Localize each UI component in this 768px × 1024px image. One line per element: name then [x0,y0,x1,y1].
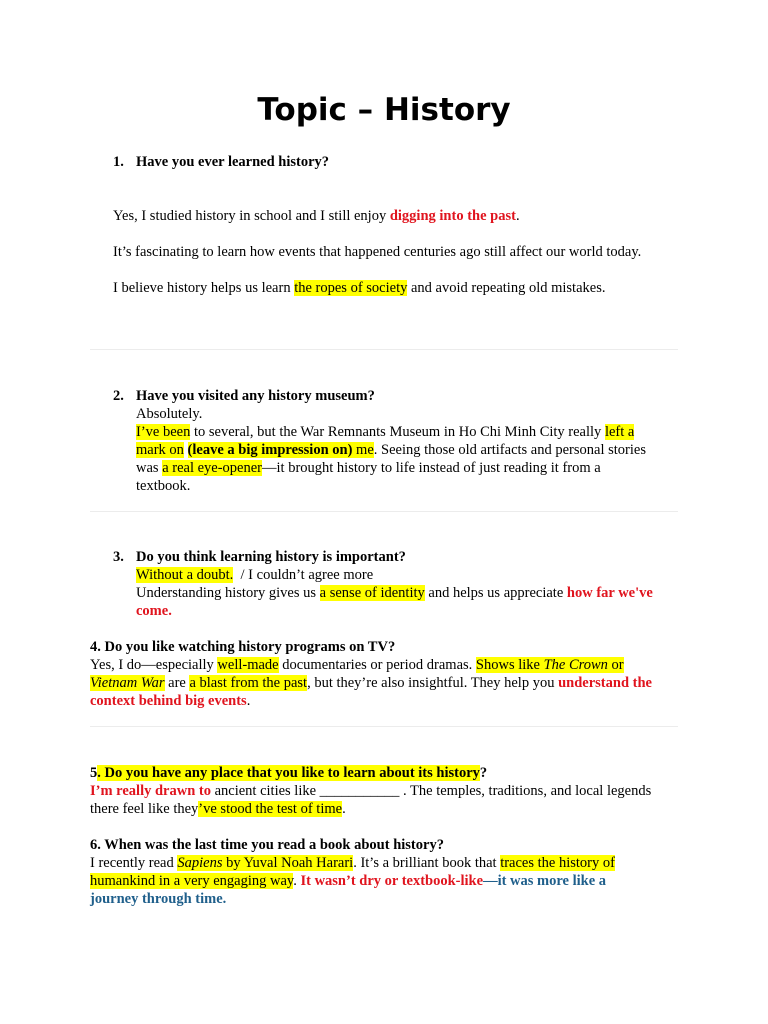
blue-phrase: —it was more like a [483,873,607,889]
highlight-phrase: ’ve stood the test of time [198,801,343,817]
highlight-phrase: the ropes of society [294,280,408,296]
line [136,459,646,477]
text: and helps us appreciate [424,585,567,601]
line [136,423,646,441]
q3-number: 3. [113,549,124,565]
red-phrase: I’m really drawn to [90,783,211,799]
q4-answer [90,656,652,710]
blue-phrase: . [222,891,227,907]
divider [90,726,678,727]
line [136,441,646,459]
q3-answer [136,566,653,620]
highlight-phrase: or [607,657,624,673]
highlight-phrase: by Yuval Noah Harari [222,855,354,871]
line: come. [136,603,172,619]
line [136,566,653,584]
text: . [342,801,346,817]
highlight-phrase: I’ve been [136,424,191,440]
red-phrase: understand the [558,675,652,691]
q2-answer [136,405,646,495]
q1-answer-2: It’s fascinating to learn how events that happened centuries ago still affect our world today. [113,244,642,260]
highlight-phrase: a sense of identity [319,585,425,601]
text: . [246,693,251,709]
divider [90,511,678,512]
q2-question: Have you visited any history museum? [136,388,375,404]
highlight-phrase: traces the history of [500,855,615,871]
line [90,674,652,692]
highlight-phrase: humankind in a very engaging way [90,873,294,889]
text: —it brought history to life instead of just reading it from a [262,460,601,476]
text: . [293,873,301,889]
highlight-phrase: me [356,442,374,458]
highlight-phrase: a real eye-opener [162,460,263,476]
text: . Seeing those old artifacts and personal stories [373,442,646,458]
text [184,442,188,458]
text: documentaries or period dramas. [278,657,476,673]
q6-question: 6. When was the last time you read a book about history? [90,837,444,853]
line [90,872,615,890]
divider [90,349,678,350]
red-phrase: how far we've [566,585,653,601]
text: there feel like they [90,801,199,817]
line [90,890,615,908]
line: Absolutely. [136,406,203,422]
line [90,656,652,674]
text: I recently read [90,855,178,871]
text: to several, but the War Remnants Museum in Ho Chi Minh City really [190,424,605,440]
highlight-question: . Do you have any place that you like to learn about its history [97,765,480,781]
text: was [136,460,163,476]
q1-answer-1 [113,207,520,225]
line [90,782,651,800]
highlight-phrase: a blast from the past [189,675,308,691]
text: Yes, I do—especially [90,657,218,673]
text: . [515,208,520,224]
text: and avoid repeating old mistakes. [407,280,606,296]
text: ? [479,765,488,781]
q5-number: 5 [90,765,98,781]
line [136,584,653,602]
q5-question [90,764,487,782]
highlight-phrase: Without a doubt. [136,567,234,583]
page-title: Topic – History [257,92,511,128]
highlight-title: Vietnam War [90,675,165,691]
text: . It’s a brilliant book that [353,855,501,871]
q6-answer [90,854,615,908]
q1-number: 1. [113,154,124,170]
line [90,800,651,818]
q1-answer-3 [113,279,605,297]
text: Yes, I studied history in school and I still enjoy [113,208,390,224]
line: textbook. [136,478,191,494]
q4-question: 4. Do you like watching history programs on TV? [90,639,396,655]
blue-phrase: journey through time [90,891,223,907]
highlight-phrase: well-made [217,657,279,673]
red-phrase: It wasn’t dry or textbook-like [300,873,484,889]
line [90,854,615,872]
text: , but they’re also insightful. They help you [307,675,559,691]
highlight-title: Sapiens [177,855,223,871]
q3-question: Do you think learning history is important? [136,549,406,565]
q1-question: Have you ever learned history? [136,154,330,170]
highlight-phrase: left a [604,424,635,440]
text: Understanding history gives us [136,585,320,601]
red-phrase: context behind big events [90,693,247,709]
text: I believe history helps us learn [113,280,295,296]
highlight-phrase: mark on [136,442,184,458]
highlight-phrase: Shows like [475,657,544,673]
highlight-title: The Crown [543,657,608,673]
text: / I couldn’t agree more [233,567,374,583]
text: ancient cities like ___________ . The temples, traditions, and local legends [210,783,652,799]
q5-answer [90,782,651,818]
text: are [164,675,190,691]
highlight-phrase: (leave a big impression on) [187,442,353,458]
q2-number: 2. [113,388,124,404]
line [90,692,652,710]
red-phrase: digging into the past [389,208,516,224]
